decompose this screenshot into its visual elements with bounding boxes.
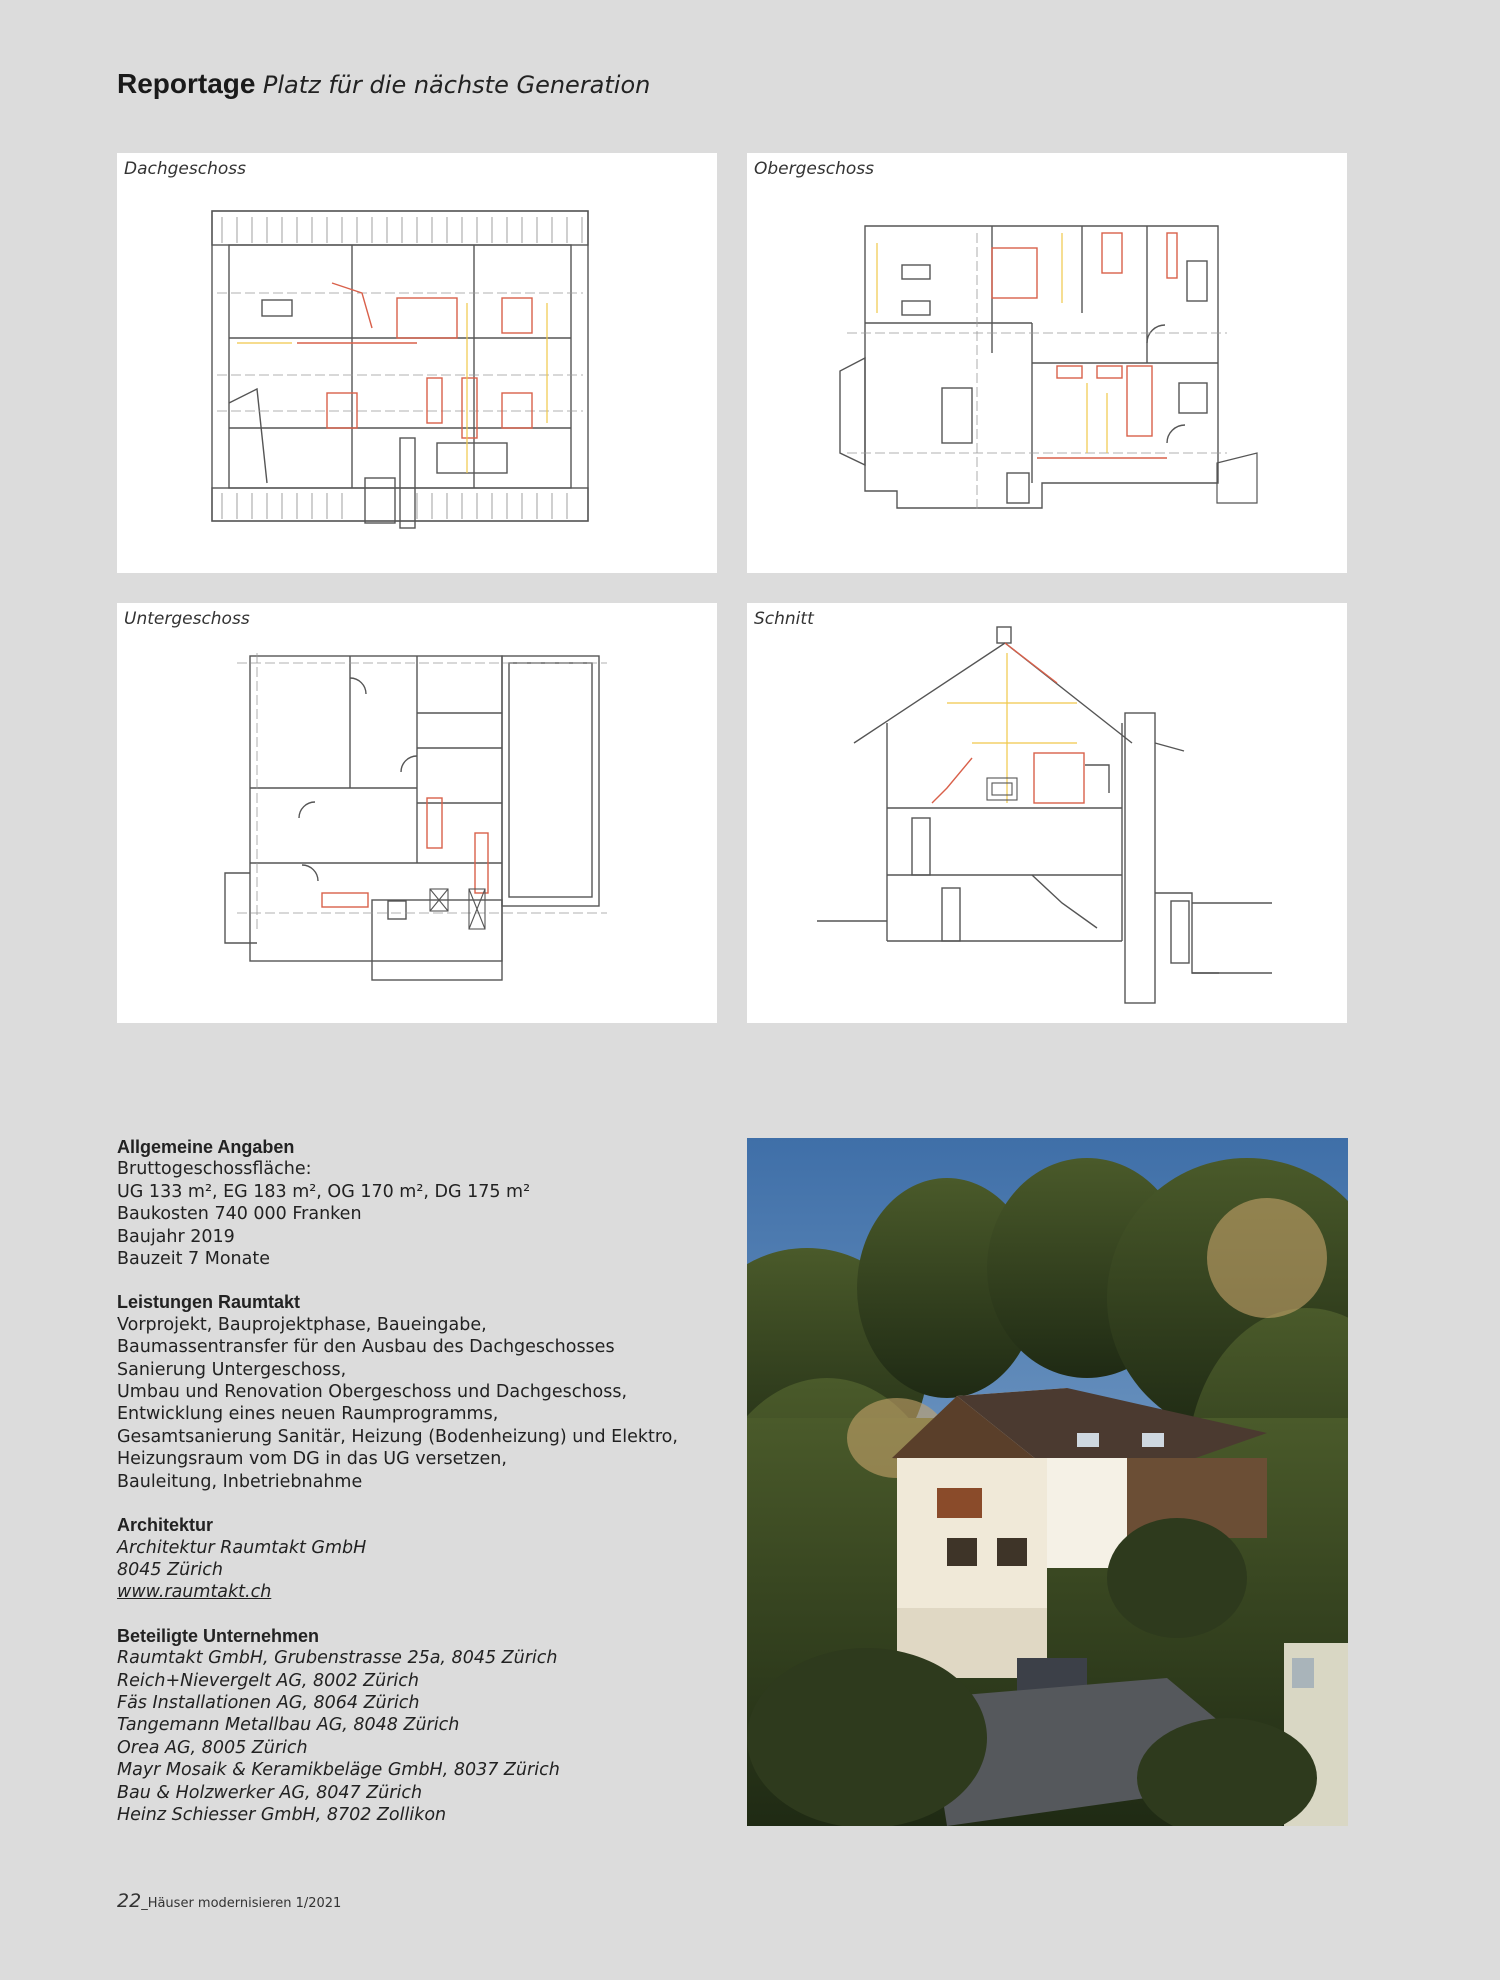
info-line: Gesamtsanierung Sanitär, Heizung (Bodenheizung) und Elektro, [117, 1426, 678, 1447]
info-line: Raumtakt GmbH, Grubenstrasse 25a, 8045 Zürich [117, 1648, 558, 1669]
house-photo [747, 1138, 1348, 1826]
info-general-title: Allgemeine Angaben [117, 1137, 295, 1157]
house-photo-illustration [747, 1138, 1348, 1826]
info-line: Bau & Holzwerker AG, 8047 Zürich [117, 1782, 423, 1803]
info-line: 8045 Zürich [117, 1559, 223, 1580]
section-keyword: Reportage [117, 68, 256, 99]
page-number: 22 [117, 1890, 142, 1912]
info-companies [117, 1625, 677, 1827]
page-header [117, 68, 650, 100]
info-line: Umbau und Renovation Obergeschoss und Dachgeschoss, [117, 1382, 628, 1403]
schnitt-drawing [747, 603, 1347, 1023]
info-general [117, 1136, 677, 1270]
info-architecture-title: Architektur [117, 1515, 214, 1536]
info-line: Mayr Mosaik & Keramikbeläge GmbH, 8037 Zürich [117, 1760, 560, 1781]
info-line: Baukosten 740 000 Franken [117, 1204, 362, 1225]
plan-label-schnitt: Schnitt [754, 609, 814, 629]
page-footer: 22_Häuser modernisieren 1/2021 [117, 1890, 342, 1912]
dachgeschoss-drawing [117, 153, 717, 573]
plan-label-untergeschoss: Untergeschoss [124, 609, 250, 629]
info-line: Sanierung Untergeschoss, [117, 1359, 347, 1380]
floor-plan-dachgeschoss [117, 153, 717, 573]
untergeschoss-drawing [117, 603, 717, 1023]
info-line: Bauzeit 7 Monate [117, 1249, 271, 1270]
info-line: Heizungsraum vom DG in das UG versetzen, [117, 1449, 507, 1470]
info-architecture [117, 1514, 677, 1604]
info-line: Reich+Nievergelt AG, 8002 Zürich [117, 1670, 419, 1691]
info-services-title: Leistungen Raumtakt [117, 1292, 301, 1313]
architect-website-link[interactable]: www.raumtakt.ch [117, 1582, 272, 1603]
info-line: Heinz Schiesser GmbH, 8702 Zollikon [117, 1804, 447, 1825]
info-line: Baujahr 2019 [117, 1226, 235, 1247]
floor-plan-untergeschoss [117, 603, 717, 1023]
info-line: Fäs Installationen AG, 8064 Zürich [117, 1692, 420, 1713]
plan-label-dachgeschoss: Dachgeschoss [124, 159, 246, 179]
page-title: Platz für die nächste Generation [262, 71, 651, 99]
info-line: Baumassentransfer für den Ausbau des Dachgeschosses [117, 1337, 615, 1358]
publication-name: Häuser modernisieren 1/2021 [147, 1896, 342, 1911]
info-line: Bruttogeschossfläche: [117, 1159, 312, 1180]
plan-label-obergeschoss: Obergeschoss [754, 159, 874, 179]
info-companies-title: Beteiligte Unternehmen [117, 1625, 320, 1646]
obergeschoss-drawing [747, 153, 1347, 573]
floor-plan-obergeschoss [747, 153, 1347, 573]
info-line: Architektur Raumtakt GmbH [117, 1537, 367, 1558]
info-line: Orea AG, 8005 Zürich [117, 1737, 308, 1758]
project-info [117, 1136, 677, 1847]
info-line: Tangemann Metallbau AG, 8048 Zürich [117, 1715, 460, 1736]
section-drawing-schnitt [747, 603, 1347, 1023]
info-line: Entwicklung eines neuen Raumprogramms, [117, 1404, 499, 1425]
info-line: Vorprojekt, Bauprojektphase, Baueingabe, [117, 1314, 487, 1335]
info-services [117, 1291, 677, 1493]
info-line: Bauleitung, Inbetriebnahme [117, 1471, 363, 1492]
info-line: UG 133 m², EG 183 m², OG 170 m², DG 175 m² [117, 1181, 531, 1202]
